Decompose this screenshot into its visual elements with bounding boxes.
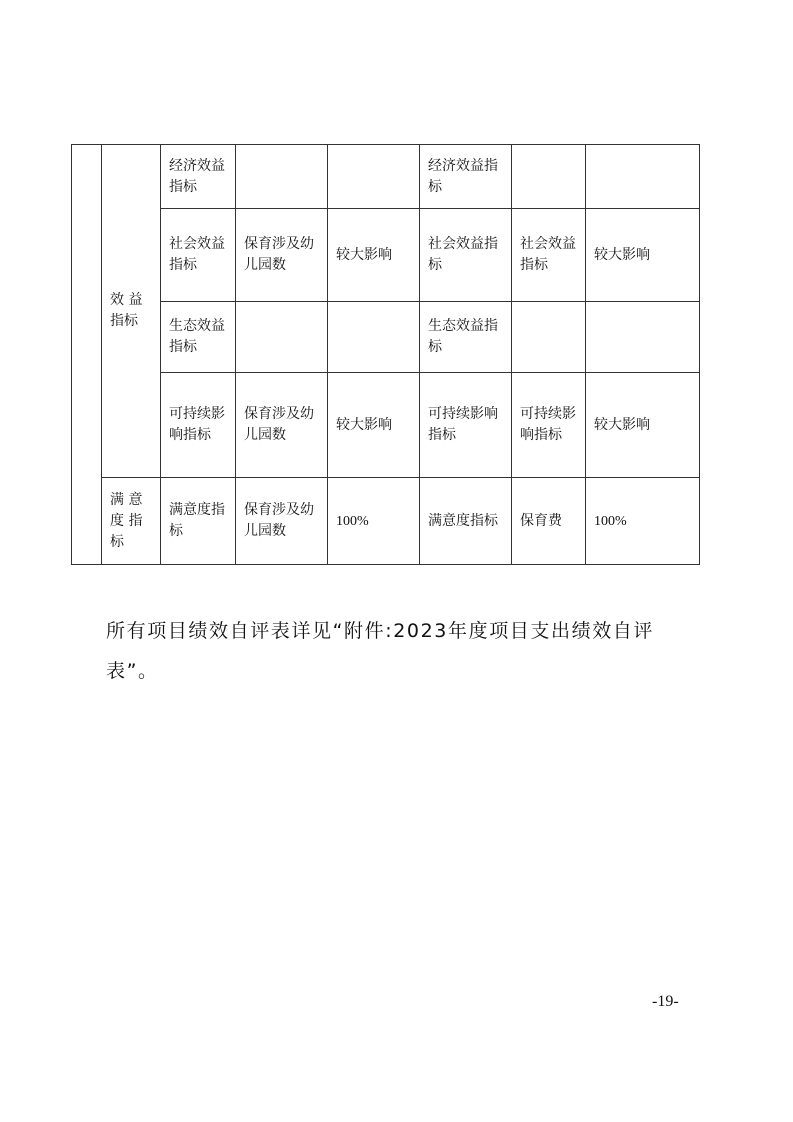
table-cell bbox=[236, 302, 328, 373]
table-cell bbox=[512, 302, 586, 373]
table-cell: 可持续影响指标 bbox=[161, 373, 236, 478]
table-cell: 可持续影响指标 bbox=[512, 373, 586, 478]
table-cell: 较大影响 bbox=[586, 209, 700, 302]
group-label-satisfaction: 满 意 度 指 标 bbox=[102, 478, 161, 565]
table-row bbox=[72, 478, 700, 565]
table-cell bbox=[586, 145, 700, 209]
table-cell: 保育涉及幼儿园数 bbox=[236, 209, 328, 302]
table-cell: 保育涉及幼儿园数 bbox=[236, 373, 328, 478]
table-row bbox=[72, 373, 700, 478]
table-cell: 较大影响 bbox=[586, 373, 700, 478]
table-cell: 100% bbox=[586, 478, 700, 565]
table-cell: 经济效益指标 bbox=[420, 145, 512, 209]
table-cell: 可持续影响指标 bbox=[420, 373, 512, 478]
table-cell: 社会效益指标 bbox=[512, 209, 586, 302]
page-number: -19- bbox=[652, 993, 679, 1010]
table-cell: 100% bbox=[328, 478, 420, 565]
table-cell bbox=[236, 145, 328, 209]
table-cell: 社会效益指标 bbox=[161, 209, 236, 302]
performance-table bbox=[71, 144, 700, 565]
table-cell: 社会效益指标 bbox=[420, 209, 512, 302]
table-cell: 生态效益指标 bbox=[420, 302, 512, 373]
blank-column-cell bbox=[72, 145, 102, 565]
table-row bbox=[72, 209, 700, 302]
table-cell bbox=[586, 302, 700, 373]
table-row bbox=[72, 145, 700, 209]
table-cell: 较大影响 bbox=[328, 373, 420, 478]
body-paragraph: 所有项目绩效自评表详见“附件:2023年度项目支出绩效自评表”。 bbox=[106, 620, 654, 682]
table-cell: 保育涉及幼儿园数 bbox=[236, 478, 328, 565]
table-cell: 生态效益指标 bbox=[161, 302, 236, 373]
table-cell: 较大影响 bbox=[328, 209, 420, 302]
group-label-benefit: 效 益 指标 bbox=[102, 145, 161, 478]
table-cell: 保育费 bbox=[512, 478, 586, 565]
table-cell bbox=[512, 145, 586, 209]
table-row bbox=[72, 302, 700, 373]
table-cell: 满意度指标 bbox=[161, 478, 236, 565]
table-cell bbox=[328, 302, 420, 373]
table-cell: 满意度指标 bbox=[420, 478, 512, 565]
table-cell: 经济效益指标 bbox=[161, 145, 236, 209]
table-cell bbox=[328, 145, 420, 209]
